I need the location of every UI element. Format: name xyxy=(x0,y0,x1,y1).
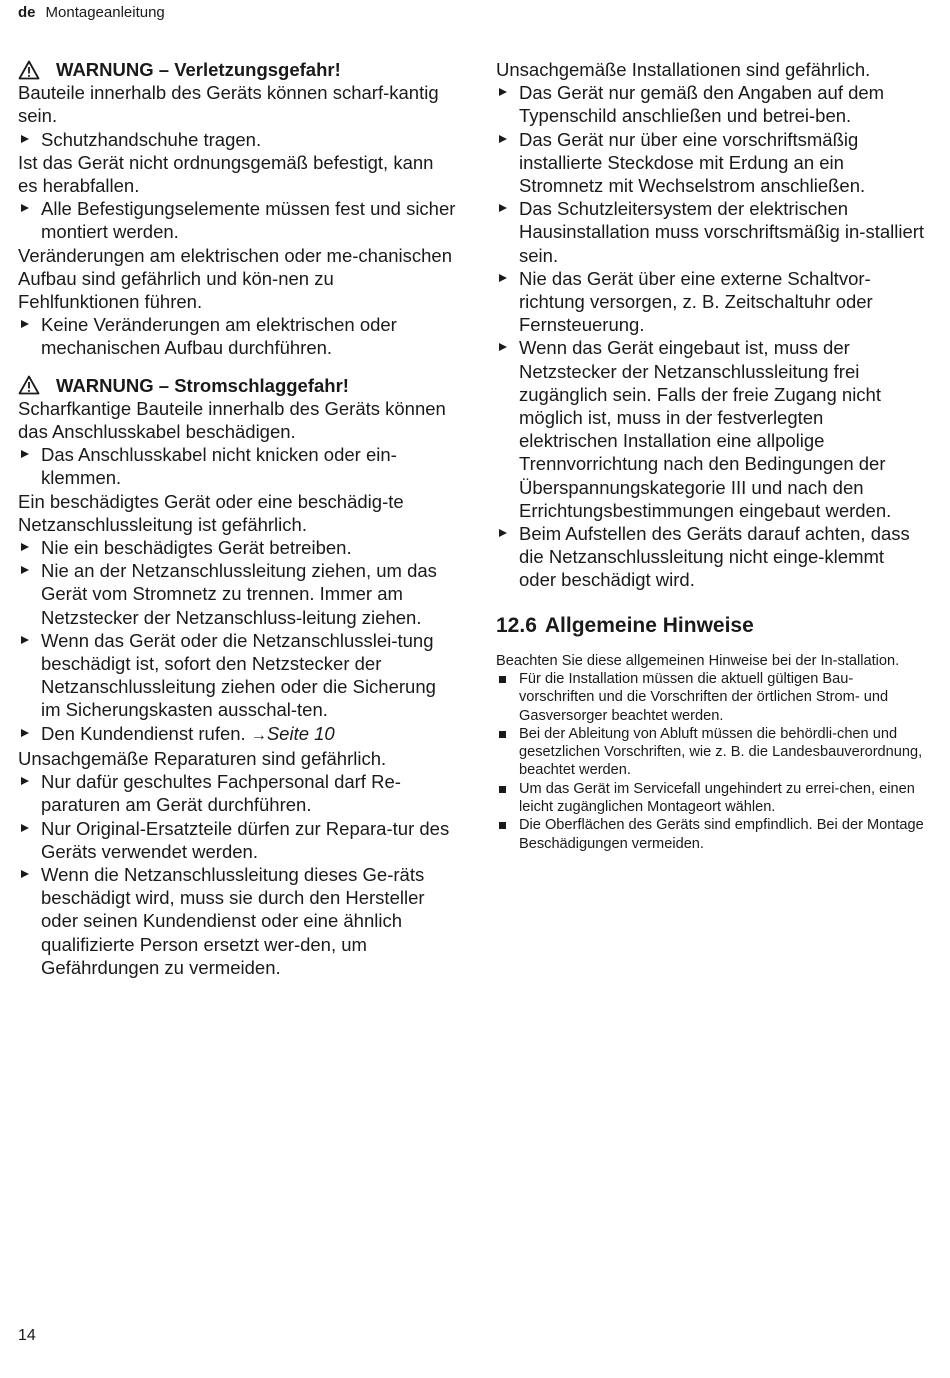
warning-text: Scharfkantige Bauteile innerhalb des Geräts können das Anschlusskabel beschädigen. xyxy=(18,397,446,443)
left-column xyxy=(18,58,458,979)
warning-heading-electric-shock xyxy=(18,374,458,397)
instruction-step: Das Anschlusskabel nicht knicken oder ein-klemmen. xyxy=(18,443,458,489)
instruction-step: Schutzhandschuhe tragen. xyxy=(18,128,458,151)
instruction-step: Nie das Gerät über eine externe Schaltvor-richtung versorgen, z. B. Zeitschaltuhr oder Fernsteuerung. xyxy=(496,267,926,337)
warning-heading-injury xyxy=(18,58,458,81)
section-body xyxy=(496,652,926,853)
list-item: Bei der Ableitung von Abluft müssen die behördli-chen und gesetzlichen Vorschriften, wie z. B. die Landesbauverordnung, beachtet werden. xyxy=(496,725,926,780)
warning-text: Unsachgemäße Reparaturen sind gefährlich. xyxy=(18,747,387,769)
list-item: Die Oberflächen des Geräts sind empfindlich. Bei der Montage Beschädigungen vermeiden. xyxy=(496,816,926,853)
instruction-step: Alle Befestigungselemente müssen fest und sicher montiert werden. xyxy=(18,197,458,243)
page-reference-link[interactable]: Seite 10 xyxy=(266,722,335,744)
page-header xyxy=(18,3,165,23)
language-code: de xyxy=(18,4,36,21)
section-intro: Beachten Sie diese allgemeinen Hinweise bei der In-stallation. xyxy=(496,652,900,669)
warning-text: Unsachgemäße Installationen sind gefährlich. xyxy=(496,59,871,80)
instruction-step: Wenn die Netzanschlussleitung dieses Ge-räts beschädigt wird, muss sie durch den Hersteller oder seinen Kundendienst oder eine ähnlich qualifizierte Person ersetzt wer-den, um Gefährdungen zu vermeiden. xyxy=(18,863,458,979)
cross-reference-arrow-icon: → xyxy=(250,726,267,744)
instruction-step: Nur Original-Ersatzteile dürfen zur Repara-tur des Geräts verwendet werden. xyxy=(18,817,458,863)
instruction-step: Keine Veränderungen am elektrischen oder mechanischen Aufbau durchführen. xyxy=(18,313,458,359)
instruction-step: Beim Aufstellen des Geräts darauf achten, dass die Netzanschlussleitung nicht einge-klemmt oder beschädigt wird. xyxy=(496,522,926,592)
warning-title: WARNUNG – Verletzungsgefahr! xyxy=(56,59,341,80)
section-title: Allgemeine Hinweise xyxy=(544,613,754,637)
warning-body-injury xyxy=(18,81,458,359)
warning-title: WARNUNG – Stromschlaggefahr! xyxy=(56,374,349,396)
instruction-step: Wenn das Gerät oder die Netzanschlusslei-tung beschädigt ist, sofort den Netzstecker der Netzanschlussleitung ziehen oder die Sicherung im Sicherungskasten ausschal-ten. xyxy=(18,629,458,722)
installation-warnings xyxy=(496,58,926,592)
warning-text: Veränderungen am elektrischen oder me-chanischen Aufbau sind gefährlich und kön-nen zu Fehlfunktionen führen. xyxy=(18,244,452,313)
instruction-step: Nie an der Netzanschlussleitung ziehen, um das Gerät vom Stromnetz zu trennen. Immer am Netzstecker der Netzanschluss-leitung ziehen. xyxy=(18,559,458,629)
warning-text: Ist das Gerät nicht ordnungsgemäß befestigt, kann es herabfallen. xyxy=(18,151,434,197)
instruction-text: Den Kundendienst rufen. xyxy=(41,722,246,744)
warning-body-electric-shock xyxy=(18,397,458,979)
instruction-step: Wenn das Gerät eingebaut ist, muss der Netzstecker der Netzanschlussleitung frei zugänglich sein. Falls der freie Zugang nicht möglich ist, muss in der festverlegten elektrischen Installation eine allpolige Trennvorrichtung nach den Bedingungen der Überspannungskategorie III und nach den Errichtungsbestimmungen eingebaut werden. xyxy=(496,336,926,522)
list-item: Für die Installation müssen die aktuell gültigen Bau-vorschriften und die Vorschriften der örtlichen Strom- und Gasversorger beachtet werden. xyxy=(496,670,926,725)
instruction-step: Das Gerät nur über eine vorschriftsmäßig installierte Steckdose mit Erdung an ein Stromnetz mit Wechselstrom anschließen. xyxy=(496,128,926,198)
right-column xyxy=(496,58,926,853)
document-title: Montageanleitung xyxy=(45,4,165,21)
instruction-step: Das Gerät nur gemäß den Angaben auf dem Typenschild anschließen und betrei-ben. xyxy=(496,81,926,127)
instruction-step: Nie ein beschädigtes Gerät betreiben. xyxy=(18,536,458,559)
warning-text: Bauteile innerhalb des Geräts können scharf-kantig sein. xyxy=(18,82,439,127)
section-heading xyxy=(496,612,926,640)
warning-triangle-icon xyxy=(18,375,40,395)
instruction-step: Nur dafür geschultes Fachpersonal darf Re-paraturen am Gerät durchführen. xyxy=(18,770,458,816)
section-number: 12.6 xyxy=(496,613,537,637)
instruction-step: Das Schutzleitersystem der elektrischen Hausinstallation muss vorschriftsmäßig in-stalliert sein. xyxy=(496,197,926,267)
warning-triangle-icon xyxy=(18,60,40,80)
instruction-step-with-reference xyxy=(18,722,458,747)
page-number: 14 xyxy=(18,1327,36,1344)
list-item: Um das Gerät im Servicefall ungehindert zu errei-chen, einen leicht zugänglichen Montageort wählen. xyxy=(496,780,926,817)
warning-text: Ein beschädigtes Gerät oder eine beschädig-te Netzanschlussleitung ist gefährlich. xyxy=(18,490,404,535)
